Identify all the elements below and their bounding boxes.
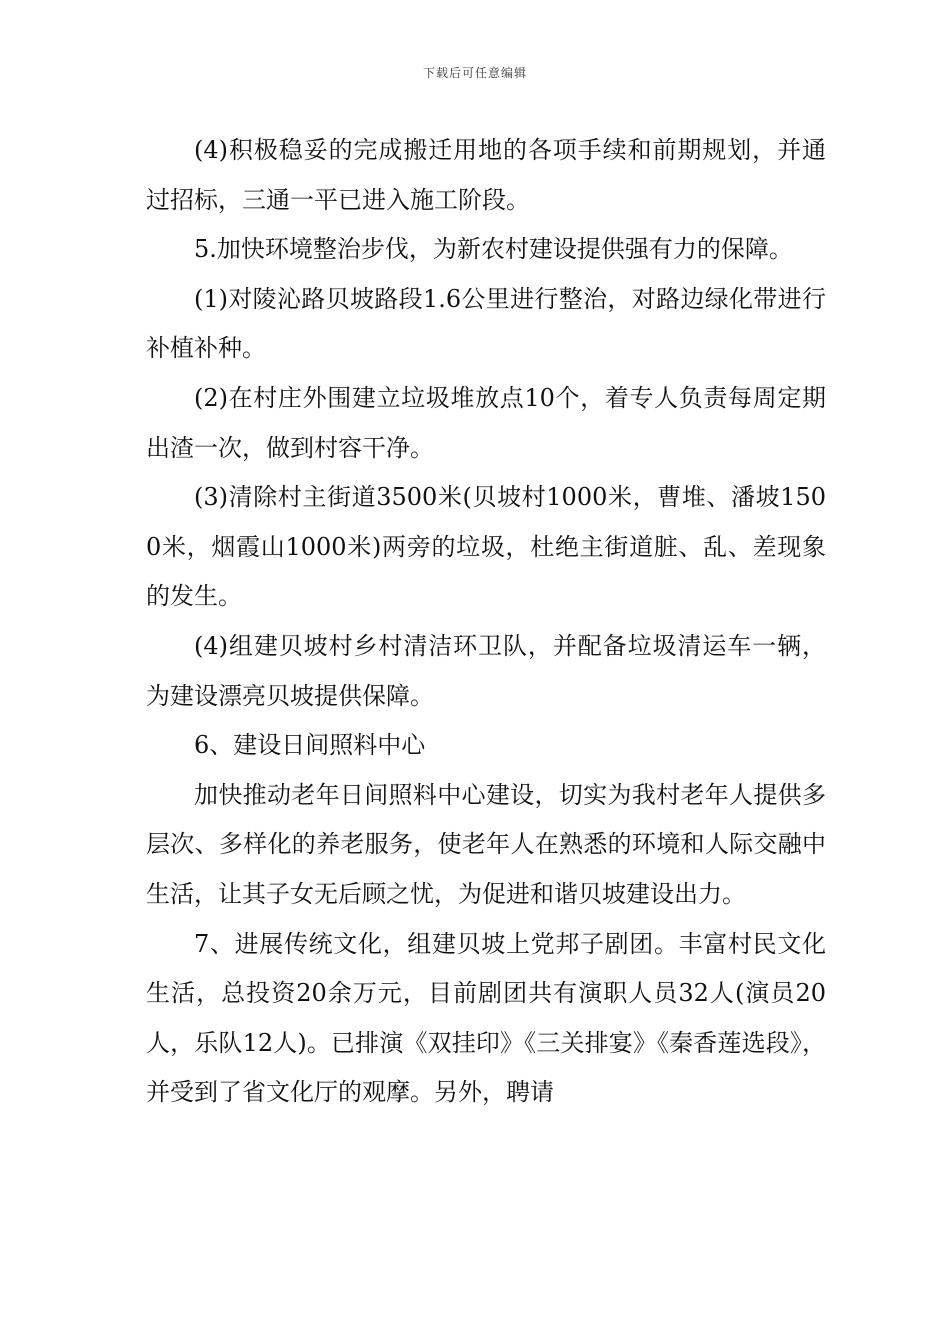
paragraph-section-7-culture: 7、进展传统文化，组建贝坡上党邦子剧团。丰富村民文化生活，总投资20余万元，目前剧团共有演职人员32人(演员20人，乐队12人)。已排演《双挂印》《三关排宴》《秦香莲选段》，并受到了省文化厅的观摩。另外，聘请 [146, 929, 826, 1107]
paragraph-item-4-sanitation-team: (4)组建贝坡村乡村清洁环卫队，并配备垃圾清运车一辆，为建设漂亮贝坡提供保障。 [146, 631, 826, 710]
paragraph-day-care-center: 加快推动老年日间照料中心建设，切实为我村老年人提供多层次、多样化的养老服务，使老年人在熟悉的环境和人际交融中生活，让其子女无后顾之忧，为促进和谐贝坡建设出力。 [146, 780, 826, 908]
paragraph-item-3-street-cleaning: (3)清除村主街道3500米(贝坡村1000米，曹堆、潘坡1500米，烟霞山1000米)两旁的垃圾，杜绝主街道脏、乱、差现象的发生。 [146, 483, 826, 611]
paragraph-item-2-garbage-points: (2)在村庄外围建立垃圾堆放点10个，着专人负责每周定期出渣一次，做到村容干净。 [146, 383, 826, 462]
header-note: 下载后可任意编辑 [422, 66, 527, 80]
paragraph-section-6-heading: 6、建设日间照料中心 [194, 731, 426, 760]
paragraph-item-1-road: (1)对陵沁路贝坡路段1.6公里进行整治，对路边绿化带进行补植补种。 [146, 284, 826, 363]
paragraph-item-4-procedures: (4)积极稳妥的完成搬迁用地的各项手续和前期规划，并通过招标，三通一平已进入施工阶段。 [146, 136, 826, 214]
document-body [146, 126, 826, 1118]
paragraph-section-5-heading: 5.加快环境整治步伐，为新农村建设提供强有力的保障。 [194, 235, 793, 264]
